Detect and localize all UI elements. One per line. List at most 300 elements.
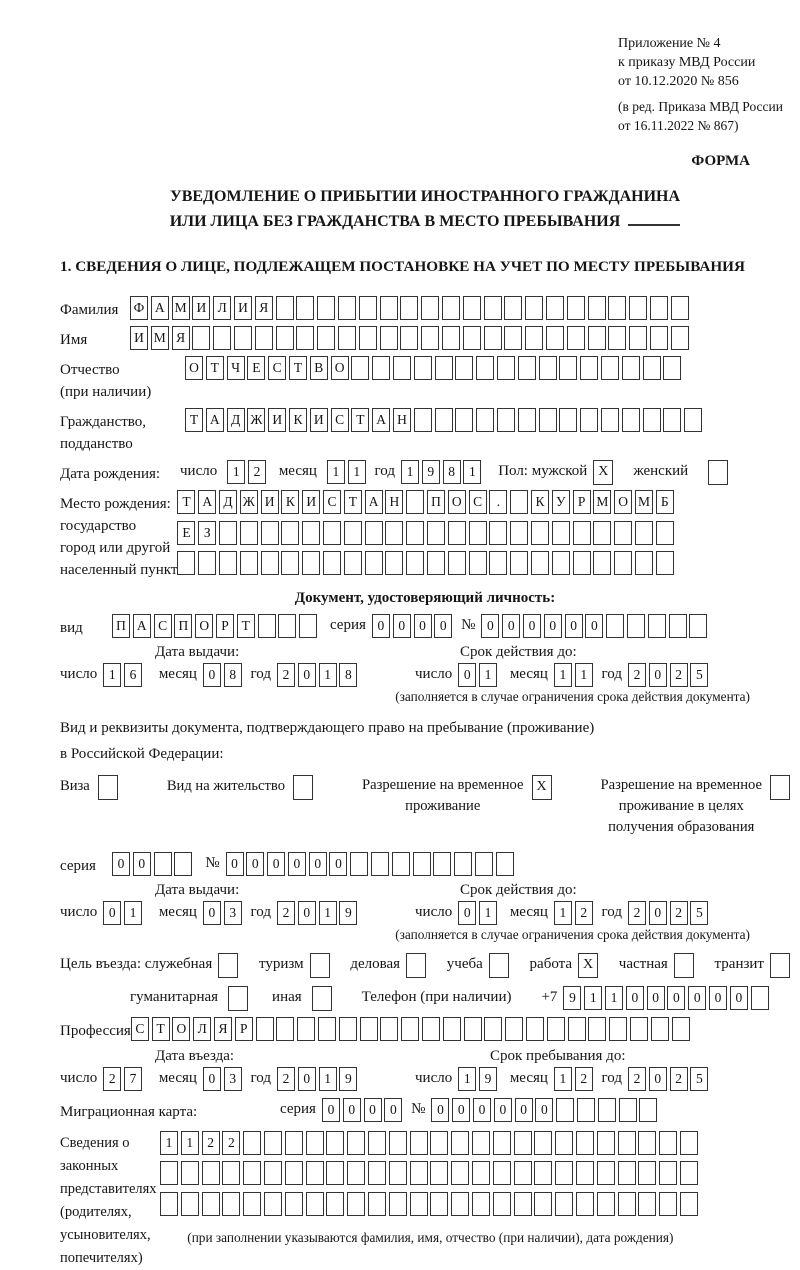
representatives-boxes-row1[interactable] [160,1131,701,1155]
char-box[interactable]: 0 [112,852,130,876]
char-box[interactable]: Т [289,356,307,380]
char-box[interactable] [671,296,689,320]
char-box[interactable]: К [531,490,549,514]
char-box[interactable] [389,1192,407,1216]
char-box[interactable] [629,296,647,320]
char-box[interactable] [372,356,390,380]
char-box[interactable]: 0 [246,852,264,876]
doc-number-boxes[interactable] [481,614,710,638]
char-box[interactable]: И [192,296,210,320]
doc-issue-day-boxes[interactable] [103,663,145,687]
char-box[interactable]: 1 [319,901,337,925]
char-box[interactable]: М [635,490,653,514]
char-box[interactable] [475,852,493,876]
char-box[interactable] [192,326,210,350]
char-box[interactable] [410,1192,428,1216]
char-box[interactable] [643,356,661,380]
char-box[interactable] [338,296,356,320]
char-box[interactable] [496,852,514,876]
char-box[interactable]: 9 [339,1067,357,1091]
char-box[interactable]: Е [247,356,265,380]
char-box[interactable]: 2 [575,901,593,925]
char-box[interactable] [281,551,299,575]
char-box[interactable] [433,852,451,876]
char-box[interactable]: 9 [422,460,440,484]
char-box[interactable] [614,521,632,545]
char-box[interactable] [430,1131,448,1155]
citizenship-boxes[interactable] [185,408,705,432]
char-box[interactable]: 2 [670,901,688,925]
char-box[interactable] [650,296,668,320]
char-box[interactable]: 8 [224,663,242,687]
char-box[interactable] [430,1161,448,1185]
char-box[interactable]: 9 [339,901,357,925]
char-box[interactable] [504,326,522,350]
char-box[interactable] [526,1017,544,1041]
char-box[interactable] [464,1017,482,1041]
char-box[interactable] [614,551,632,575]
char-box[interactable] [351,356,369,380]
char-box[interactable] [659,1192,677,1216]
char-box[interactable] [497,408,515,432]
char-box[interactable] [629,326,647,350]
char-box[interactable]: 0 [298,901,316,925]
char-box[interactable]: 1 [103,663,121,687]
char-box[interactable] [302,551,320,575]
entry-year-boxes[interactable] [277,1067,360,1091]
char-box[interactable] [514,1131,532,1155]
char-box[interactable] [518,356,536,380]
char-box[interactable] [202,1161,220,1185]
char-box[interactable]: 0 [709,986,727,1010]
purpose-business-checkbox[interactable] [406,953,426,978]
char-box[interactable]: 0 [203,901,221,925]
char-box[interactable] [338,326,356,350]
char-box[interactable]: 2 [628,901,646,925]
char-box[interactable]: А [151,296,169,320]
char-box[interactable]: А [198,490,216,514]
char-box[interactable]: 7 [124,1067,142,1091]
char-box[interactable]: 0 [226,852,244,876]
char-box[interactable]: 0 [626,986,644,1010]
char-box[interactable] [510,551,528,575]
char-box[interactable] [476,408,494,432]
char-box[interactable] [497,356,515,380]
char-box[interactable] [576,1131,594,1155]
char-box[interactable] [455,408,473,432]
char-box[interactable]: 1 [479,901,497,925]
char-box[interactable] [414,408,432,432]
char-box[interactable] [160,1161,178,1185]
char-box[interactable]: 0 [288,852,306,876]
char-box[interactable] [489,521,507,545]
char-box[interactable] [463,326,481,350]
char-box[interactable] [285,1131,303,1155]
char-box[interactable]: 0 [649,663,667,687]
char-box[interactable] [567,326,585,350]
char-box[interactable] [593,521,611,545]
char-box[interactable]: 0 [329,852,347,876]
char-box[interactable] [555,1161,573,1185]
char-box[interactable] [365,521,383,545]
char-box[interactable]: 2 [670,1067,688,1091]
stay-doc-issue-month-boxes[interactable] [203,901,245,925]
doc-issue-month-boxes[interactable] [203,663,245,687]
char-box[interactable]: 1 [319,663,337,687]
char-box[interactable] [392,852,410,876]
char-box[interactable]: А [365,490,383,514]
char-box[interactable]: 8 [443,460,461,484]
char-box[interactable]: М [151,326,169,350]
char-box[interactable]: 1 [227,460,245,484]
char-box[interactable] [576,1161,594,1185]
char-box[interactable]: З [198,521,216,545]
char-box[interactable]: 2 [575,1067,593,1091]
char-box[interactable] [608,326,626,350]
char-box[interactable] [368,1192,386,1216]
char-box[interactable]: 0 [414,614,432,638]
char-box[interactable]: И [261,490,279,514]
char-box[interactable] [504,296,522,320]
char-box[interactable] [306,1131,324,1155]
char-box[interactable] [264,1161,282,1185]
char-box[interactable] [751,986,769,1010]
migration-card-number-boxes[interactable] [431,1098,660,1122]
char-box[interactable] [219,551,237,575]
char-box[interactable] [547,1017,565,1041]
entry-day-boxes[interactable] [103,1067,145,1091]
char-box[interactable] [680,1192,698,1216]
char-box[interactable] [435,408,453,432]
char-box[interactable]: 0 [452,1098,470,1122]
char-box[interactable]: 2 [628,1067,646,1091]
char-box[interactable] [219,521,237,545]
char-box[interactable] [181,1192,199,1216]
char-box[interactable] [531,551,549,575]
char-box[interactable] [442,296,460,320]
char-box[interactable] [514,1161,532,1185]
char-box[interactable] [448,551,466,575]
char-box[interactable]: Т [237,614,255,638]
char-box[interactable] [406,490,424,514]
char-box[interactable]: 0 [535,1098,553,1122]
char-box[interactable]: В [310,356,328,380]
char-box[interactable]: 5 [690,1067,708,1091]
char-box[interactable]: 2 [277,1067,295,1091]
char-box[interactable] [380,1017,398,1041]
char-box[interactable]: Я [214,1017,232,1041]
char-box[interactable] [368,1131,386,1155]
char-box[interactable] [588,326,606,350]
stay-doc-expiry-month-boxes[interactable] [554,901,596,925]
char-box[interactable] [608,296,626,320]
char-box[interactable]: О [172,1017,190,1041]
char-box[interactable] [443,1017,461,1041]
char-box[interactable] [435,356,453,380]
stay-until-month-boxes[interactable] [554,1067,596,1091]
char-box[interactable] [484,326,502,350]
stay-doc-issue-day-boxes[interactable] [103,901,145,925]
char-box[interactable]: И [268,408,286,432]
char-box[interactable] [531,521,549,545]
char-box[interactable] [651,1017,669,1041]
char-box[interactable] [243,1161,261,1185]
char-box[interactable] [281,521,299,545]
char-box[interactable] [546,326,564,350]
char-box[interactable] [598,1098,616,1122]
char-box[interactable]: 6 [124,663,142,687]
phone-boxes[interactable] [563,986,771,1010]
migration-card-series-boxes[interactable] [322,1098,405,1122]
char-box[interactable] [609,1017,627,1041]
char-box[interactable]: П [112,614,130,638]
char-box[interactable]: 2 [202,1131,220,1155]
char-box[interactable]: О [614,490,632,514]
female-checkbox[interactable] [708,460,728,485]
char-box[interactable]: Л [193,1017,211,1041]
char-box[interactable] [371,852,389,876]
char-box[interactable] [344,551,362,575]
char-box[interactable] [597,1161,615,1185]
char-box[interactable]: 2 [103,1067,121,1091]
char-box[interactable] [659,1131,677,1155]
char-box[interactable]: Б [656,490,674,514]
char-box[interactable] [174,852,192,876]
purpose-tourism-checkbox[interactable] [310,953,330,978]
char-box[interactable] [618,1131,636,1155]
given-name-boxes[interactable] [130,326,692,350]
char-box[interactable]: 8 [339,663,357,687]
char-box[interactable]: 1 [160,1131,178,1155]
char-box[interactable] [518,408,536,432]
char-box[interactable]: 2 [670,663,688,687]
char-box[interactable]: М [172,296,190,320]
char-box[interactable] [359,296,377,320]
char-box[interactable] [455,356,473,380]
char-box[interactable]: 0 [649,901,667,925]
char-box[interactable] [451,1131,469,1155]
char-box[interactable] [385,551,403,575]
char-box[interactable] [261,551,279,575]
char-box[interactable] [580,408,598,432]
char-box[interactable] [493,1131,511,1155]
char-box[interactable] [510,521,528,545]
birth-place-boxes-row1[interactable] [177,490,676,514]
char-box[interactable]: 0 [133,852,151,876]
char-box[interactable] [302,521,320,545]
char-box[interactable] [493,1161,511,1185]
char-box[interactable] [285,1192,303,1216]
char-box[interactable] [317,296,335,320]
char-box[interactable]: 0 [298,663,316,687]
char-box[interactable]: 0 [688,986,706,1010]
char-box[interactable]: Д [219,490,237,514]
char-box[interactable] [347,1161,365,1185]
char-box[interactable]: К [281,490,299,514]
char-box[interactable]: Т [344,490,362,514]
char-box[interactable] [385,521,403,545]
char-box[interactable]: 0 [431,1098,449,1122]
char-box[interactable]: 0 [649,1067,667,1091]
char-box[interactable]: 3 [224,1067,242,1091]
char-box[interactable] [534,1131,552,1155]
char-box[interactable]: С [131,1017,149,1041]
char-box[interactable]: Л [213,296,231,320]
char-box[interactable] [580,356,598,380]
surname-boxes[interactable] [130,296,692,320]
purpose-humanitarian-checkbox[interactable] [228,986,248,1011]
char-box[interactable] [577,1098,595,1122]
stay-until-day-boxes[interactable] [458,1067,500,1091]
char-box[interactable]: 1 [348,460,366,484]
char-box[interactable] [427,551,445,575]
char-box[interactable] [534,1192,552,1216]
rvp-education-checkbox[interactable] [770,775,790,800]
char-box[interactable] [389,1161,407,1185]
char-box[interactable] [635,551,653,575]
char-box[interactable] [222,1161,240,1185]
purpose-other-checkbox[interactable] [312,986,332,1011]
birth-month-boxes[interactable] [327,460,369,484]
char-box[interactable] [347,1131,365,1155]
char-box[interactable]: 0 [473,1098,491,1122]
doc-issue-year-boxes[interactable] [277,663,360,687]
char-box[interactable] [448,521,466,545]
char-box[interactable] [663,356,681,380]
char-box[interactable] [525,296,543,320]
char-box[interactable] [160,1192,178,1216]
char-box[interactable]: 0 [267,852,285,876]
char-box[interactable] [261,521,279,545]
char-box[interactable]: 0 [647,986,665,1010]
char-box[interactable] [472,1131,490,1155]
char-box[interactable]: 9 [479,1067,497,1091]
char-box[interactable]: 1 [124,901,142,925]
char-box[interactable]: 1 [479,663,497,687]
char-box[interactable] [410,1161,428,1185]
char-box[interactable] [213,326,231,350]
char-box[interactable] [505,1017,523,1041]
char-box[interactable] [264,1131,282,1155]
purpose-official-checkbox[interactable] [218,953,238,978]
char-box[interactable]: 0 [298,1067,316,1091]
char-box[interactable]: Т [152,1017,170,1041]
stay-doc-number-boxes[interactable] [226,852,517,876]
char-box[interactable]: С [154,614,172,638]
char-box[interactable] [347,1192,365,1216]
char-box[interactable] [360,1017,378,1041]
char-box[interactable] [568,1017,586,1041]
char-box[interactable] [559,356,577,380]
char-box[interactable]: 0 [203,1067,221,1091]
char-box[interactable] [427,521,445,545]
char-box[interactable]: О [195,614,213,638]
char-box[interactable]: Т [206,356,224,380]
stay-until-year-boxes[interactable] [628,1067,711,1091]
char-box[interactable]: 0 [502,614,520,638]
char-box[interactable]: Р [216,614,234,638]
char-box[interactable] [296,326,314,350]
purpose-study-checkbox[interactable] [489,953,509,978]
char-box[interactable]: С [331,408,349,432]
char-box[interactable]: 2 [628,663,646,687]
char-box[interactable] [177,551,195,575]
char-box[interactable]: 0 [481,614,499,638]
char-box[interactable] [556,1098,574,1122]
profession-boxes[interactable] [131,1017,693,1041]
char-box[interactable] [656,551,674,575]
char-box[interactable]: Д [227,408,245,432]
stay-doc-expiry-day-boxes[interactable] [458,901,500,925]
char-box[interactable] [573,521,591,545]
char-box[interactable] [622,356,640,380]
char-box[interactable]: 1 [554,663,572,687]
char-box[interactable] [401,1017,419,1041]
stay-doc-series-boxes[interactable] [112,852,195,876]
char-box[interactable]: 5 [690,901,708,925]
doc-expiry-day-boxes[interactable] [458,663,500,687]
char-box[interactable] [421,326,439,350]
char-box[interactable]: 9 [563,986,581,1010]
char-box[interactable]: 1 [319,1067,337,1091]
char-box[interactable] [276,296,294,320]
char-box[interactable] [393,356,411,380]
char-box[interactable]: Ф [130,296,148,320]
char-box[interactable]: 3 [224,901,242,925]
purpose-transit-checkbox[interactable] [770,953,790,978]
char-box[interactable]: 0 [458,901,476,925]
char-box[interactable]: Ж [247,408,265,432]
char-box[interactable]: Н [385,490,403,514]
char-box[interactable] [669,614,687,638]
char-box[interactable] [323,551,341,575]
char-box[interactable] [299,614,317,638]
char-box[interactable]: О [448,490,466,514]
char-box[interactable] [484,296,502,320]
char-box[interactable] [256,1017,274,1041]
stay-doc-expiry-year-boxes[interactable] [628,901,711,925]
patronymic-boxes[interactable] [185,356,684,380]
char-box[interactable] [546,296,564,320]
char-box[interactable] [689,614,707,638]
char-box[interactable] [659,1161,677,1185]
char-box[interactable]: Р [235,1017,253,1041]
char-box[interactable]: 0 [458,663,476,687]
char-box[interactable] [442,326,460,350]
char-box[interactable]: К [289,408,307,432]
char-box[interactable] [472,1192,490,1216]
visa-checkbox[interactable] [98,775,118,800]
char-box[interactable] [154,852,172,876]
char-box[interactable] [576,1192,594,1216]
char-box[interactable] [306,1192,324,1216]
char-box[interactable] [198,551,216,575]
char-box[interactable]: Т [351,408,369,432]
char-box[interactable] [326,1192,344,1216]
char-box[interactable]: А [206,408,224,432]
doc-expiry-year-boxes[interactable] [628,663,711,687]
char-box[interactable] [559,408,577,432]
char-box[interactable]: 2 [222,1131,240,1155]
char-box[interactable] [588,296,606,320]
char-box[interactable]: 1 [605,986,623,1010]
char-box[interactable]: 0 [103,901,121,925]
char-box[interactable]: А [372,408,390,432]
char-box[interactable] [525,326,543,350]
char-box[interactable] [430,1192,448,1216]
char-box[interactable] [684,408,702,432]
char-box[interactable]: 0 [343,1098,361,1122]
